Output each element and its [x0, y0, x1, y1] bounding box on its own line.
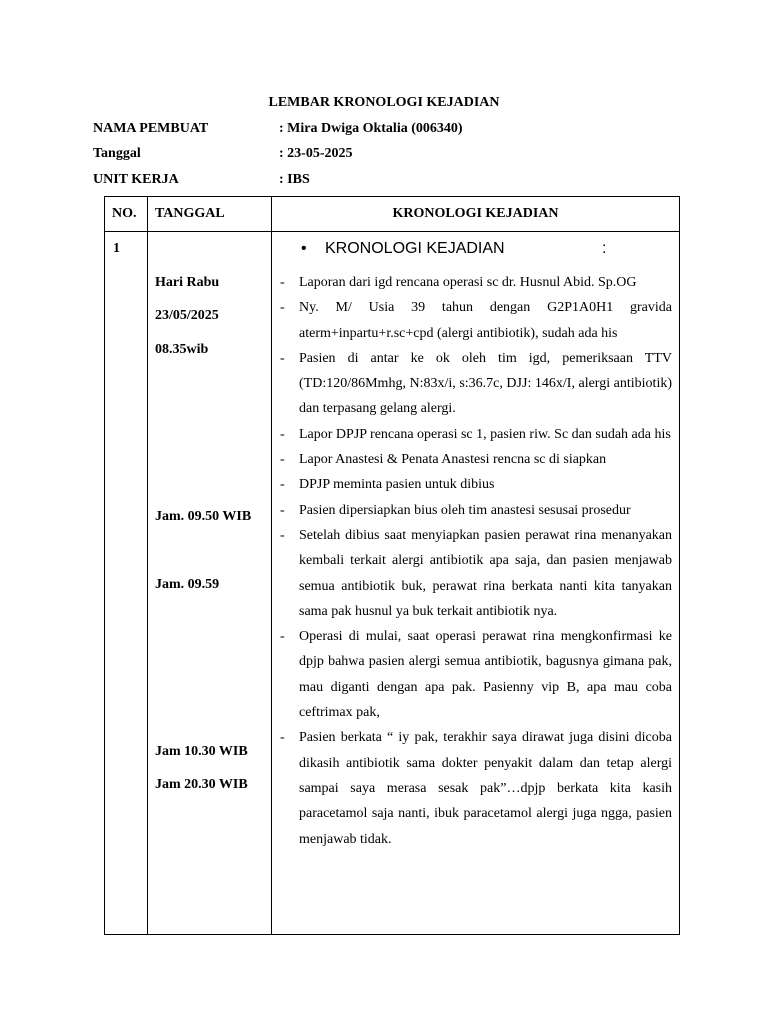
entry-text: Operasi di mulai, saat operasi perawat rina mengkonfirmasi ke dpjp bahwa pasien alergi semua antibiotik, bagusnya gimana pak, mau diganti dengan apa pak. Pasienny vip B, apa mau coba ceftrimax pak, — [299, 629, 672, 721]
tanggal-time: 08.35wib — [155, 342, 209, 357]
dash-marker: - — [280, 350, 285, 366]
table-row — [105, 232, 680, 935]
section-colon: : — [602, 240, 607, 257]
dash-marker: - — [280, 629, 285, 645]
list-item — [280, 523, 672, 624]
header-tanggal: TANGGAL — [148, 197, 272, 232]
entry-text: Lapor DPJP rencana operasi sc 1, pasien riw. Sc dan sudah ada his — [299, 426, 671, 442]
list-item — [280, 472, 672, 497]
dash-marker: - — [280, 300, 285, 316]
entry-text: Pasien berkata “ iy pak, terakhir saya dirawat juga disini dicoba dikasih antibiotik sama dokter penyakit dalam dan tetap alergi sampai saya merasa sesak pak”…dpjp berkata kita kasih paracetamol saja nanti, ibuk paracetamol alergi juga ngga, pasien menjawab tidak. — [299, 730, 672, 847]
list-item — [280, 447, 672, 472]
section-heading — [280, 240, 672, 270]
meta-label: UNIT KERJA — [93, 172, 179, 187]
section-title: KRONOLOGI KEJADIAN — [325, 240, 505, 257]
kronologi-table — [104, 196, 680, 935]
list-item — [280, 624, 672, 725]
entry-text: Setelah dibius saat menyiapkan pasien perawat rina menanyakan kembali terkait alergi antibiotik apa saja, dan pasien menjawab semua antibiotik buk, perawat rina berkata nanti kita tanyakan sama pak husnul ya buk terkait antibiotik nya. — [299, 527, 672, 619]
document-title: LEMBAR KRONOLOGI KEJADIAN — [268, 95, 500, 110]
header-no: NO. — [105, 197, 148, 232]
meta-value: : 23-05-2025 — [279, 146, 353, 161]
entry-text: Pasien dipersiapkan bius oleh tim anastesi sesusai prosedur — [299, 502, 631, 518]
row-number: 1 — [105, 232, 148, 935]
table-header-row — [105, 197, 680, 232]
list-item — [280, 725, 672, 851]
header-kronologi: KRONOLOGI KEJADIAN — [272, 197, 680, 232]
list-item — [280, 422, 672, 447]
list-item — [280, 346, 672, 422]
tanggal-day: Hari Rabu — [155, 275, 220, 290]
dash-marker: - — [280, 730, 285, 746]
entry-text: Laporan dari igd rencana operasi sc dr. Husnul Abid. Sp.OG — [299, 275, 637, 290]
meta-label: Tanggal — [93, 146, 141, 161]
tanggal-date: 23/05/2025 — [155, 308, 219, 323]
entry-text: Ny. M/ Usia 39 tahun dengan G2P1A0H1 gravida aterm+inpartu+r.sc+cpd (alergi antibiotik), sudah ada his — [299, 300, 672, 341]
entry-text: Lapor Anastesi & Penata Anastesi rencna sc di siapkan — [299, 452, 607, 468]
meta-label: NAMA PEMBUAT — [93, 121, 209, 136]
tanggal-cell — [148, 232, 272, 935]
dash-marker: - — [280, 452, 285, 468]
dash-marker: - — [280, 502, 285, 518]
bullet-icon: • — [301, 240, 307, 257]
tanggal-time: Jam. 09.50 WIB — [155, 509, 252, 524]
list-item — [280, 498, 672, 523]
dash-marker: - — [280, 426, 285, 442]
entry-text: DPJP meminta pasien untuk dibius — [299, 477, 495, 493]
meta-value: : IBS — [279, 172, 310, 187]
tanggal-time: Jam 10.30 WIB — [155, 744, 248, 759]
dash-marker: - — [280, 527, 285, 543]
dash-marker: - — [280, 477, 285, 493]
list-item — [280, 270, 672, 295]
tanggal-time: Jam. 09.59 — [155, 577, 220, 592]
dash-marker: - — [280, 275, 285, 290]
tanggal-time: Jam 20.30 WIB — [155, 777, 248, 792]
list-item — [280, 295, 672, 346]
entry-text: Pasien di antar ke ok oleh tim igd, pemeriksaan TTV (TD:120/86Mmhg, N:83x/i, s:36.7c, DJJ: 146x/I, alergi antibiotik) dan terpasang gelang alergi. — [299, 350, 672, 417]
kronologi-cell — [272, 232, 680, 935]
meta-value: : Mira Dwiga Oktalia (006340) — [279, 121, 463, 136]
entry-list — [280, 270, 672, 852]
